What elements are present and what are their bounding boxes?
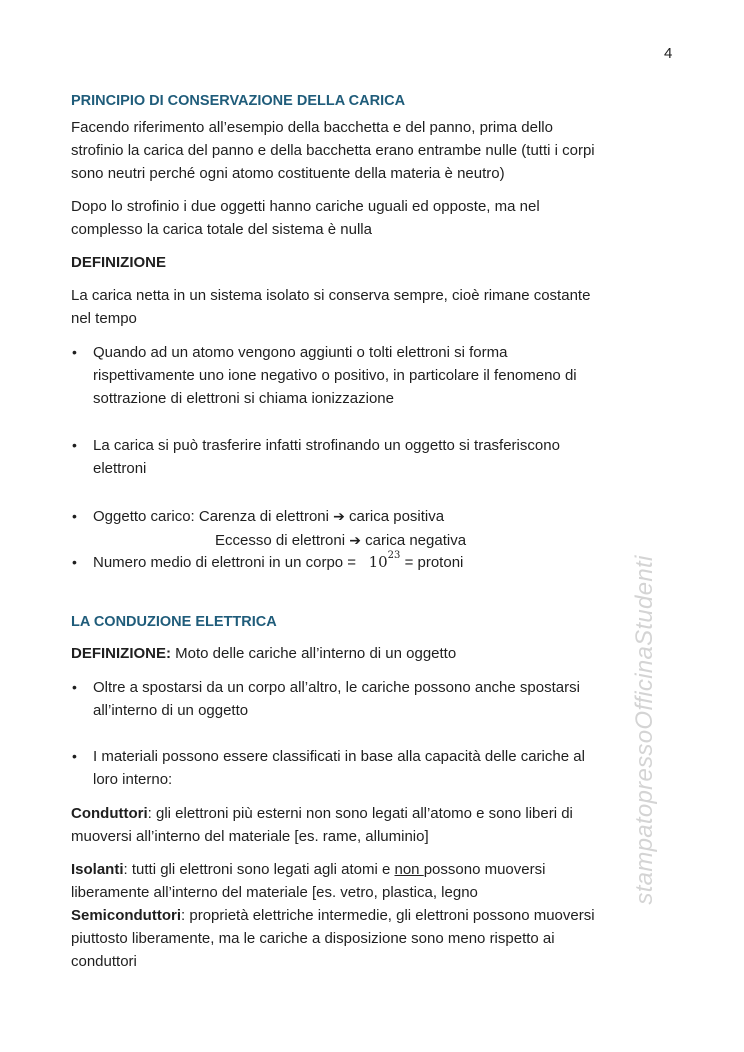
- bullet-icon: •: [72, 437, 77, 453]
- underlined-non: non: [394, 861, 424, 878]
- insulators-label: Isolanti: [71, 861, 124, 878]
- text-line: [71, 802, 671, 825]
- text-line: piuttosto liberamente, ma le cariche a disposizione sono meno rispetto ai: [71, 930, 555, 947]
- charged-object-label: Oggetto carico: Carenza di elettroni: [93, 508, 329, 525]
- electron-count-label: Numero medio di elettroni in un corpo =: [93, 554, 357, 571]
- definition-text: Moto delle cariche all’interno di un oggetto: [175, 645, 457, 662]
- arrow-right-icon: ➔: [349, 533, 361, 549]
- power-base: 10: [368, 553, 388, 571]
- paragraph-intro: [71, 116, 671, 185]
- excess-label: Eccesso di elettroni: [215, 532, 346, 549]
- insulators-text: possono muoversi: [423, 861, 546, 878]
- text-line: elettroni: [93, 460, 147, 477]
- bullet-icon: •: [72, 679, 77, 695]
- section-title-conduction: LA CONDUZIONE ELETTRICA: [71, 614, 277, 630]
- text-line: rispettivamente uno ione negativo o positivo, in particolare il fenomeno di: [93, 367, 577, 384]
- text-line: complesso la carica totale del sistema è nulla: [71, 221, 372, 238]
- list-item: [71, 434, 671, 480]
- power-exponent: 23: [387, 550, 401, 561]
- list-item: [71, 341, 671, 410]
- text-line: [93, 551, 671, 574]
- list-item: [71, 505, 671, 553]
- text-line: sono neutri perché ogni atomo costituente della materia è neutro): [71, 165, 505, 182]
- text-line: liberamente all’interno del materiale [es. vetro, plastica, legno: [71, 884, 478, 901]
- text-line: Facendo riferimento all’esempio della bacchetta e del panno, prima dello: [71, 119, 553, 136]
- definition-text: [71, 284, 671, 330]
- equals-protons: = protoni: [404, 554, 464, 571]
- text-line: Quando ad un atomo vengono aggiunti o tolti elettroni si forma: [93, 344, 508, 361]
- result-positive: carica positiva: [349, 508, 445, 525]
- definition-line: [71, 642, 671, 665]
- list-item: [71, 551, 671, 574]
- text-line: sottrazione di elettroni si chiama ionizzazione: [93, 390, 394, 407]
- result-negative: carica negativa: [365, 532, 467, 549]
- conductors-label: Conduttori: [71, 805, 148, 822]
- insulators-text: : tutti gli elettroni sono legati agli atomi e: [123, 861, 395, 878]
- semiconductors-text: : proprietà elettriche intermedie, gli elettroni possono muoversi: [181, 907, 595, 924]
- text-line: La carica netta in un sistema isolato si conserva sempre, cioè rimane costante: [71, 287, 591, 304]
- insulators-paragraph: [71, 858, 671, 973]
- conductors-text: : gli elettroni più esterni non sono legati all’atomo e sono liberi di: [147, 805, 573, 822]
- text-line: Dopo lo strofinio i due oggetti hanno cariche uguali ed opposte, ma nel: [71, 198, 540, 215]
- text-line: [71, 858, 671, 881]
- semiconductors-label: Semiconduttori: [71, 907, 182, 924]
- section-title-conservation: PRINCIPIO DI CONSERVAZIONE DELLA CARICA: [71, 93, 406, 109]
- text-line: Oltre a spostarsi da un corpo all’altro, le cariche possono anche spostarsi: [93, 679, 580, 696]
- page-number: 4: [664, 45, 673, 62]
- text-line: all’interno di un oggetto: [93, 702, 249, 719]
- watermark: [625, 540, 665, 920]
- definition-heading: DEFINIZIONE:: [71, 645, 171, 662]
- paragraph-after-rubbing: [71, 195, 671, 241]
- text-line: strofinio la carica del panno e della bacchetta erano entrambe nulle (tutti i corpi: [71, 142, 595, 159]
- text-line: La carica si può trasferire infatti strofinando un oggetto si trasferiscono: [93, 437, 560, 454]
- text-line: nel tempo: [71, 310, 137, 327]
- list-item: [71, 676, 671, 722]
- text-line: loro interno:: [93, 771, 173, 788]
- list-item: [71, 745, 671, 791]
- text-line: muoversi all’interno del materiale [es. rame, alluminio]: [71, 828, 429, 845]
- conductors-paragraph: [71, 802, 671, 848]
- text-line: [71, 904, 671, 927]
- bullet-icon: •: [72, 554, 77, 570]
- text-line: I materiali possono essere classificati in base alla capacità delle cariche al: [93, 748, 585, 765]
- text-line: [93, 505, 671, 529]
- bullet-icon: •: [72, 748, 77, 764]
- text-line: conduttori: [71, 953, 137, 970]
- watermark-text: stampatopressoOfficinaStudenti: [631, 555, 658, 905]
- bullet-icon: •: [72, 508, 77, 524]
- arrow-right-icon: ➔: [333, 509, 345, 525]
- bullet-icon: •: [72, 344, 77, 360]
- text-line: [93, 529, 671, 553]
- definition-heading: DEFINIZIONE: [71, 254, 167, 271]
